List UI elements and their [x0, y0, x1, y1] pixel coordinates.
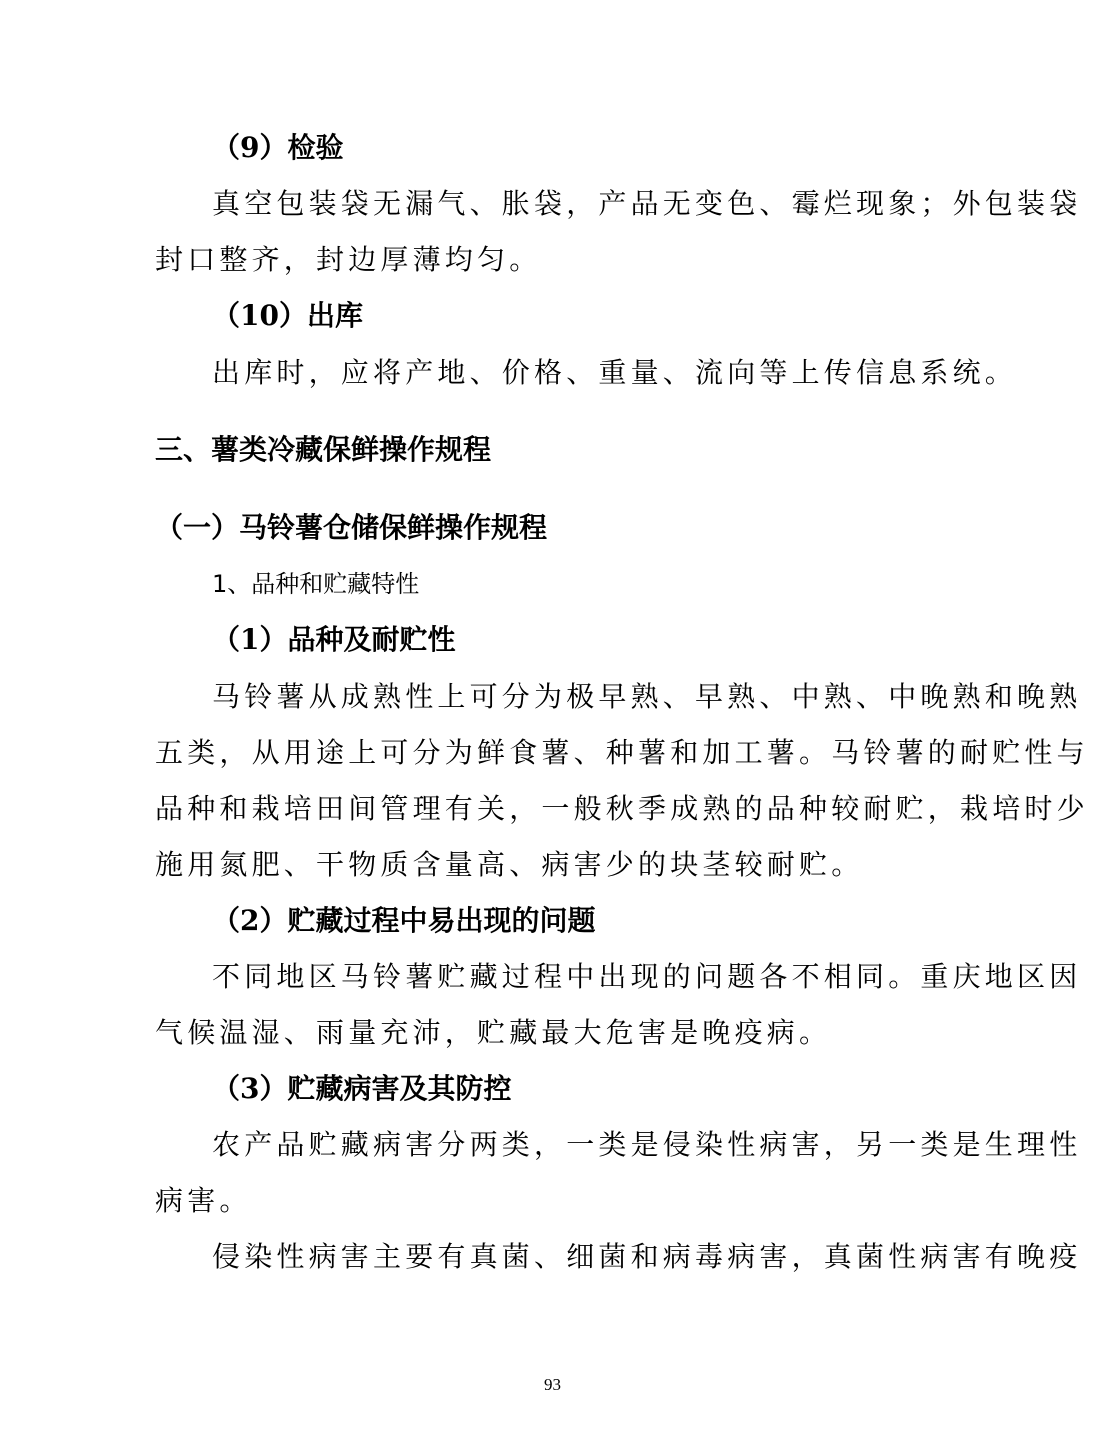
paragraph-infectious-line-1: 侵染性病害主要有真菌、细菌和病毒病害，真菌性病害有晚疫 [212, 1240, 1082, 1273]
item-heading-variety-storage: 1、品种和贮藏特性 [212, 570, 420, 598]
section-heading-tuber-cold-storage: 三、薯类冷藏保鲜操作规程 [155, 433, 492, 466]
paragraph-problems-line-2: 气候温湿、雨量充沛，贮藏最大危害是晚疫病。 [155, 1016, 832, 1049]
paragraph-variety-line-2: 五类，从用途上可分为鲜食薯、种薯和加工薯。马铃薯的耐贮性与 [155, 736, 1089, 769]
paragraph-inspection-line-2: 封口整齐，封边厚薄均匀。 [155, 243, 542, 276]
heading-storage-diseases: （3）贮藏病害及其防控 [212, 1072, 512, 1105]
paragraph-diseases-line-2: 病害。 [155, 1184, 252, 1217]
heading-storage-problems: （2）贮藏过程中易出现的问题 [212, 904, 596, 937]
heading-inspection: （9）检验 [212, 131, 344, 164]
paragraph-problems-line-1: 不同地区马铃薯贮藏过程中出现的问题各不相同。重庆地区因 [212, 960, 1082, 993]
heading-variety-durability: （1）品种及耐贮性 [212, 623, 456, 656]
paragraph-variety-line-3: 品种和栽培田间管理有关，一般秋季成熟的品种较耐贮，栽培时少 [155, 792, 1089, 825]
page-number: 93 [544, 1375, 561, 1394]
paragraph-diseases-line-1: 农产品贮藏病害分两类，一类是侵染性病害，另一类是生理性 [212, 1128, 1082, 1161]
subsection-heading-potato-storage: （一）马铃薯仓储保鲜操作规程 [155, 511, 548, 544]
paragraph-inspection-line-1: 真空包装袋无漏气、胀袋，产品无变色、霉烂现象；外包装袋 [212, 187, 1082, 220]
paragraph-outbound-line-1: 出库时，应将产地、价格、重量、流向等上传信息系统。 [212, 356, 1018, 389]
paragraph-variety-line-1: 马铃薯从成熟性上可分为极早熟、早熟、中熟、中晚熟和晚熟 [212, 680, 1082, 713]
paragraph-variety-line-4: 施用氮肥、干物质含量高、病害少的块茎较耐贮。 [155, 848, 864, 881]
heading-outbound: （10）出库 [212, 299, 363, 332]
